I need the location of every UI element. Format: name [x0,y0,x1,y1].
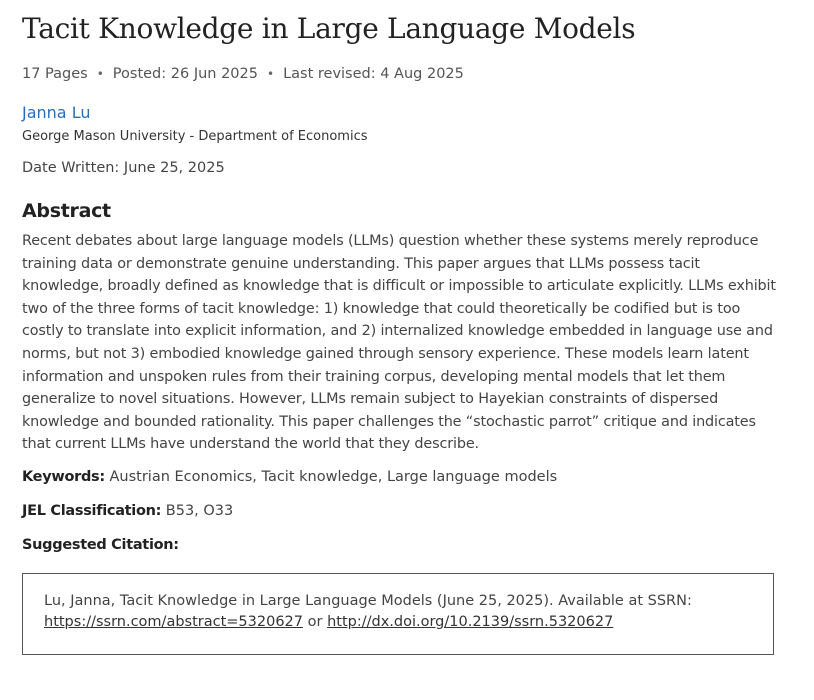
abstract-heading: Abstract [22,200,111,222]
paper-page [22,10,782,655]
ssrn-abstract-link[interactable]: https://ssrn.com/abstract=5320627 [44,613,304,630]
author-affiliation: George Mason University - Department of Economics [22,129,368,144]
separator-dot-icon: • [96,67,104,81]
keywords-value: Austrian Economics, Tacit knowledge, Large language models [109,468,558,485]
suggested-citation-row [22,535,782,555]
keywords-label: Keywords: [22,468,105,485]
doi-link[interactable]: http://dx.doi.org/10.2139/ssrn.5320627 [327,613,614,630]
revised-date: Last revised: 4 Aug 2025 [283,66,464,82]
citation-text: Lu, Janna, Tacit Knowledge in Large Language Models (June 25, 2025). Available at SSRN: [44,592,692,609]
page-count: 17 Pages [22,66,88,82]
suggested-citation-label: Suggested Citation: [22,536,179,553]
citation-box [22,573,774,655]
citation-or: or [307,613,323,630]
date-written: Date Written: June 25, 2025 [22,160,225,176]
paper-meta [22,64,782,84]
author-link[interactable]: Janna Lu [22,103,91,122]
jel-value: B53, O33 [165,502,234,519]
jel-row [22,501,782,521]
posted-date: Posted: 26 Jun 2025 [112,66,258,82]
abstract-text: Recent debates about large language models (LLMs) question whether these systems merely reproduce training data or demonstrate genuine understanding. This paper argues that LLMs possess tacit knowledge, broadly defined as knowledge that is difficult or impossible to articulate explicitly. LLMs exhibit two of the three forms of tacit knowledge: 1) knowledge that could theoretically be codified but is too costly to translate into explicit information, and 2) internalized knowledge embedded in language use and norms, but not 3) embodied knowledge gained through sensory experience. These models learn latent information and unspoken rules from their training corpus, developing mental models that let them generalize to novel situations. However, LLMs remain subject to Hayekian constraints of dispersed knowledge and bounded rationality. This paper challenges the “stochastic parrot” critique and indicates that current LLMs have understand the world that they describe. [22,233,776,453]
separator-dot-icon: • [266,67,275,81]
paper-title: Tacit Knowledge in Large Language Models [22,12,636,45]
keywords-row [22,467,782,487]
jel-label: JEL Classification: [22,502,162,519]
